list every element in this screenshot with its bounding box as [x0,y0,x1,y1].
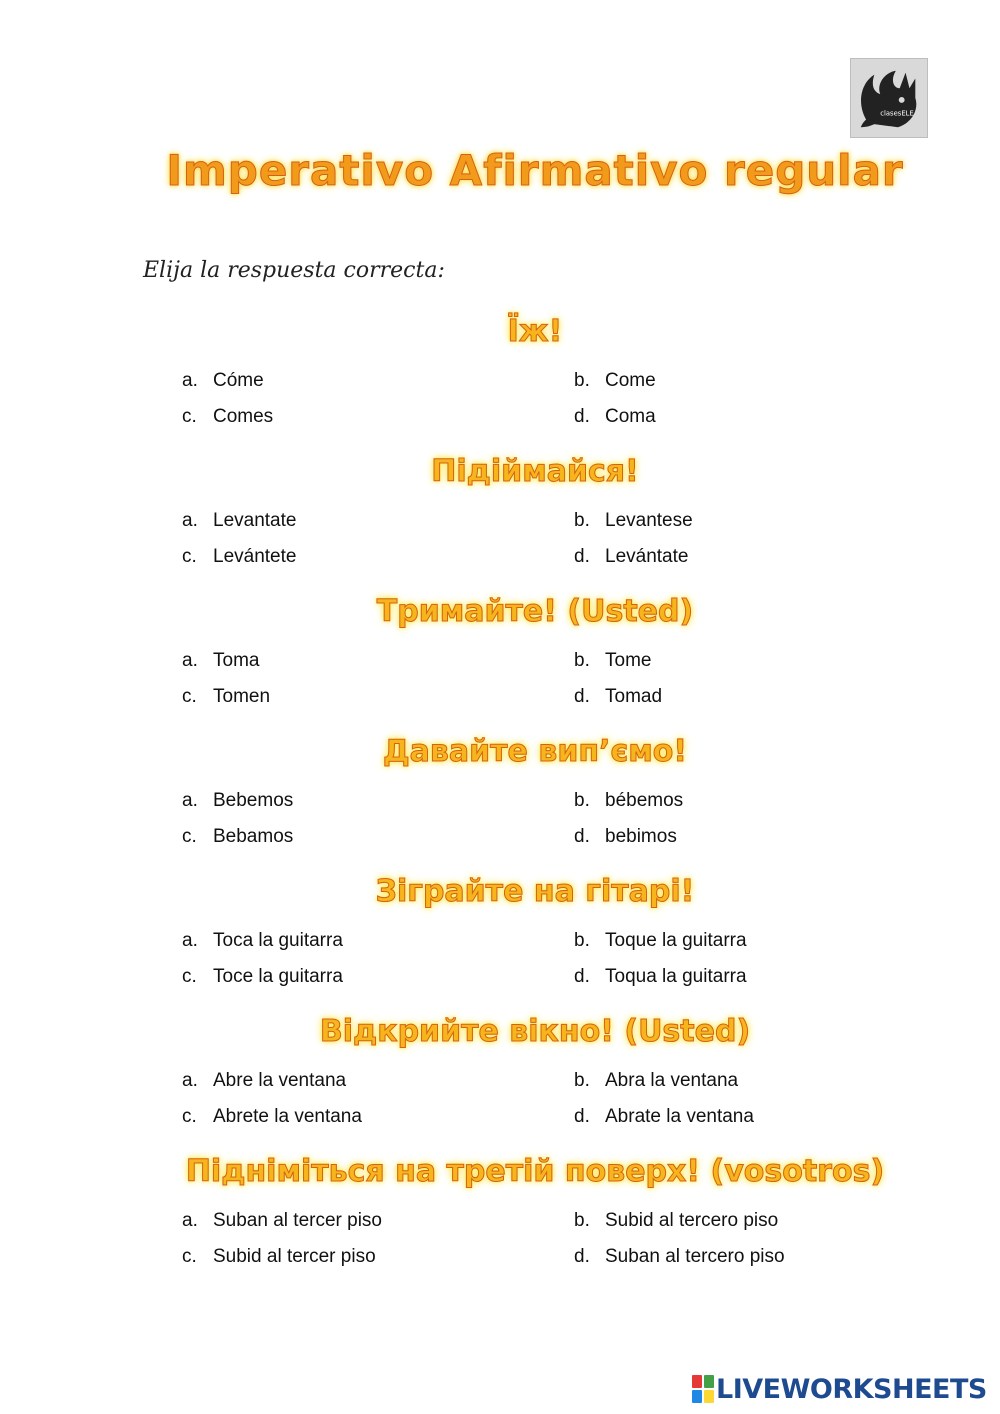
option-text: Tome [605,650,652,671]
option-c[interactable] [182,406,273,428]
option-letter: a. [182,790,198,811]
wolf-logo-icon [851,59,927,137]
option-text: Abrete la ventana [213,1106,362,1127]
option-text: Levántate [605,546,689,567]
option-text: Bebemos [213,790,294,811]
option-letter: a. [182,1210,198,1231]
option-letter: c. [182,406,197,427]
option-letter: a. [182,930,198,951]
option-b[interactable] [574,510,693,532]
grid-square-yellow [704,1390,714,1403]
option-text: Toma [213,650,260,671]
option-a[interactable] [182,650,259,672]
question-block [0,590,1000,730]
option-letter: b. [574,1210,590,1231]
answer-options [0,1210,1000,1290]
option-text: Levantate [213,510,297,531]
option-a[interactable] [182,510,296,532]
option-a[interactable] [182,1070,346,1092]
option-letter: b. [574,930,590,951]
option-b[interactable] [574,650,651,672]
answer-options [0,790,1000,870]
option-d[interactable] [574,1246,785,1268]
question-prompt: Давайте вип’ємо! [382,734,688,769]
option-letter: a. [182,1070,198,1091]
option-text: Comes [213,406,274,427]
option-b[interactable] [574,370,656,392]
option-text: Subid al tercero piso [605,1210,779,1231]
option-letter: d. [574,966,590,987]
option-letter: b. [574,510,590,531]
answer-options [0,650,1000,730]
grid-square-blue [692,1390,702,1403]
question-block [0,730,1000,870]
option-letter: c. [182,686,197,707]
question-block [0,870,1000,1010]
option-c[interactable] [182,546,296,568]
option-text: bebimos [605,826,677,847]
option-letter: c. [182,546,197,567]
option-text: Come [605,370,656,391]
option-text: Levantese [605,510,693,531]
option-d[interactable] [574,546,688,568]
grid-square-green [704,1375,714,1388]
option-text: Subid al tercer piso [213,1246,376,1267]
option-letter: c. [182,1246,197,1267]
option-c[interactable] [182,1246,376,1268]
option-d[interactable] [574,1106,754,1128]
question-block [0,450,1000,590]
option-text: Abre la ventana [213,1070,347,1091]
answer-options [0,510,1000,590]
grid-square-red [692,1375,702,1388]
option-letter: d. [574,546,590,567]
svg-text:clasesELE: clasesELE [880,109,914,118]
answer-options [0,1070,1000,1150]
option-d[interactable] [574,966,747,988]
question-block [0,1010,1000,1150]
option-a[interactable] [182,1210,382,1232]
option-letter: d. [574,406,590,427]
option-b[interactable] [574,930,747,952]
option-letter: d. [574,1246,590,1267]
option-text: Tomen [213,686,271,707]
option-letter: d. [574,826,590,847]
option-letter: c. [182,1106,197,1127]
option-text: bébemos [605,790,684,811]
answer-options [0,930,1000,1010]
option-text: Coma [605,406,656,427]
option-text: Levántete [213,546,297,567]
option-a[interactable] [182,370,264,392]
option-c[interactable] [182,826,293,848]
option-text: Abra la ventana [605,1070,739,1091]
option-text: Suban al tercero piso [605,1246,785,1267]
option-a[interactable] [182,930,343,952]
option-text: Suban al tercer piso [213,1210,382,1231]
question-block [0,1150,1000,1290]
option-text: Bebamos [213,826,294,847]
question-prompt: Зіграйте на гітарі! [375,874,695,909]
option-b[interactable] [574,1070,738,1092]
clases-ele-logo [850,58,928,138]
option-c[interactable] [182,966,343,988]
option-letter: a. [182,650,198,671]
option-letter: b. [574,650,590,671]
question-block [0,310,1000,450]
option-letter: a. [182,370,198,391]
option-letter: c. [182,826,197,847]
question-prompt: Тримайте! (Usted) [376,594,694,629]
answer-options [0,370,1000,450]
option-c[interactable] [182,1106,362,1128]
instruction-text: Elija la respuesta correcta: [143,258,445,283]
option-text: Toce la guitarra [213,966,343,987]
question-prompt: Підніміться на третій поверх! (vosotros) [185,1154,885,1189]
option-d[interactable] [574,826,677,848]
option-b[interactable] [574,1210,778,1232]
option-text: Toque la guitarra [605,930,747,951]
question-prompt: Підіймайся! [431,454,639,489]
option-text: Toqua la guitarra [605,966,747,987]
question-prompt: Відкрийте вікно! (Usted) [319,1014,751,1049]
option-letter: d. [574,1106,590,1127]
option-c[interactable] [182,686,270,708]
option-letter: b. [574,790,590,811]
brand-wordmark: LIVEWORKSHEETS [716,1373,987,1405]
option-d[interactable] [574,406,656,428]
option-text: Abrate la ventana [605,1106,754,1127]
option-a[interactable] [182,790,293,812]
option-text: Tomad [605,686,663,707]
liveworksheets-brand[interactable] [692,1372,987,1406]
option-letter: d. [574,686,590,707]
question-prompt: Їж! [507,314,563,349]
option-text: Cóme [213,370,264,391]
option-letter: b. [574,1070,590,1091]
option-text: Toca la guitarra [213,930,343,951]
liveworksheets-grid-icon [692,1375,714,1403]
option-letter: c. [182,966,197,987]
option-letter: a. [182,510,198,531]
worksheet-title: Imperativo Afirmativo regular [166,146,904,195]
option-d[interactable] [574,686,662,708]
option-b[interactable] [574,790,683,812]
option-letter: b. [574,370,590,391]
